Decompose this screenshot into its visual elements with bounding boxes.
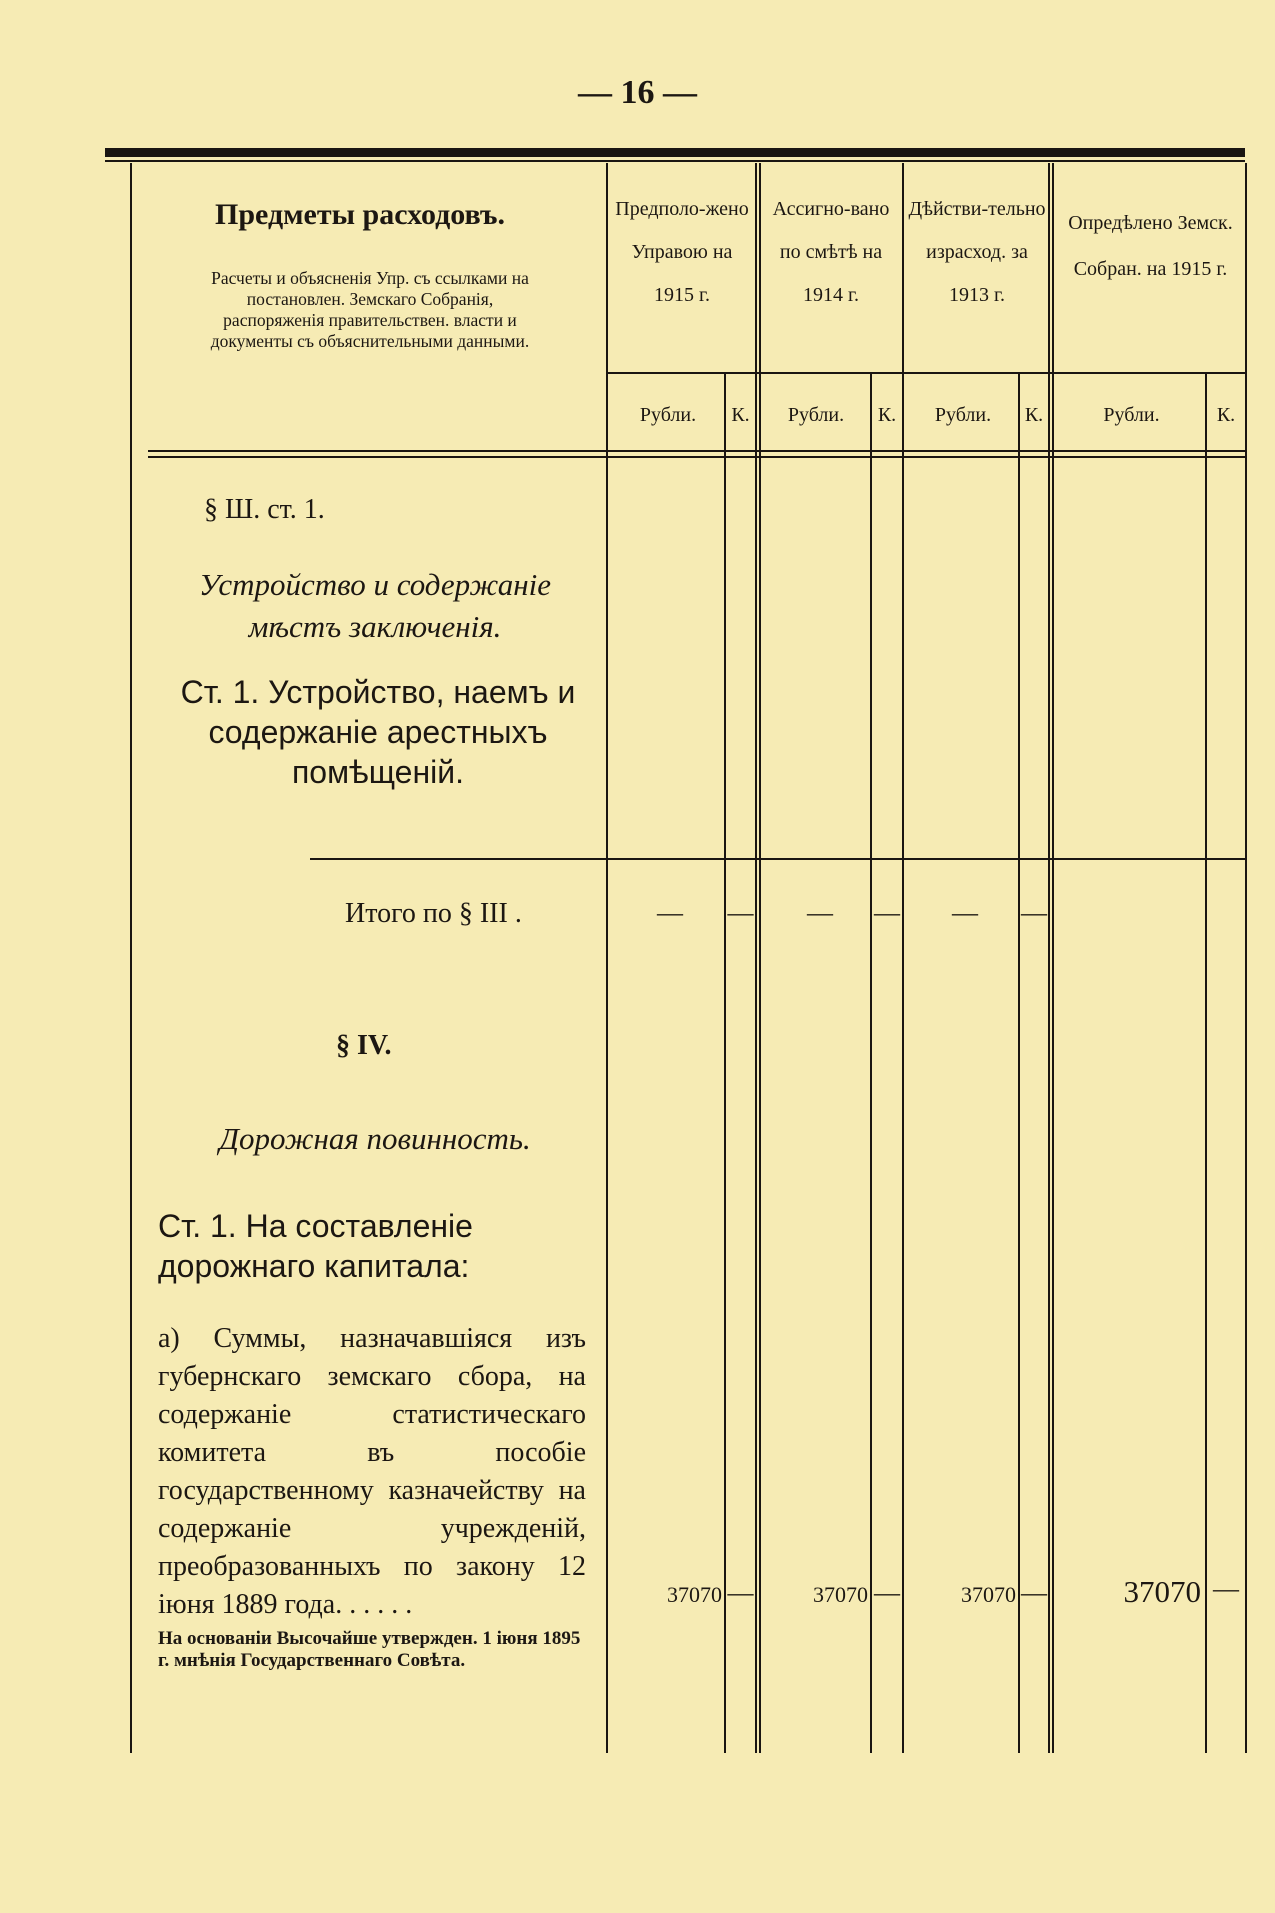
column-divider [902,163,904,1753]
section3-subtitle: Устройство и содержаніе мѣстъ заключенія. [198,567,552,644]
total-dash: — [727,898,754,927]
page-number: — 16 — [578,74,697,111]
header-description: Расчеты и объясненія Упр. съ ссылками на постановлен. Земскаго Собранія, распоряженія правительствен. власти и документы съ объяснительными данными. [210,268,530,351]
section4-note: На основаніи Высочайше утвержден. 1 іюня 1895 г. мнѣнія Государственнаго Совѣта. [158,1628,581,1671]
section3-total-label: Итого по § III . [345,898,522,929]
top-rule [105,148,1245,157]
unit-kop: К. [1216,404,1236,426]
top-rule-thin [105,160,1245,162]
column-header-planned: Предполо-жено Управою на 1915 г. [615,198,749,306]
column-header-determined: Опредѣлено Земск. Собран. на 1915 г. [1068,212,1233,280]
unit-kop: К. [877,404,897,426]
kop-divider [870,372,872,1753]
total-dash: — [657,898,683,927]
unit-rub: Рубли. [639,404,697,426]
unit-kop: К. [731,404,750,426]
kop-divider [724,372,726,1753]
column-divider [759,163,761,1753]
value-determined-rub: 37070 [1123,1574,1201,1609]
kop-divider [1205,372,1207,1753]
column-divider [1052,163,1054,1753]
section3-title: § Ш. ст. 1. [204,494,325,525]
value-determined-kop: — [1213,1574,1239,1603]
section4-subtitle: Дорожная повинность. [219,1121,531,1156]
section4-item-a: а) Суммы, назначавшіяся изъ губернскаго земскаго сбора, на содержаніе статистическаго комитета въ пособіе государственному казначейству на содержаніе учрежденій, преобразованныхъ по закону 12 іюня 1889 года. . . . . . [158,1323,586,1620]
unit-rub: Рубли. [934,404,992,426]
value-assigned-rub: 37070 [813,1582,868,1607]
total-dash: — [952,898,978,927]
units-row-line [606,372,1245,374]
column-header-spent: Дѣйстви-тельно израсход. за 1913 г. [908,198,1046,306]
unit-rub: Рубли. [787,404,845,426]
value-planned-kop: — [727,1578,754,1607]
value-planned-rub: 37070 [667,1582,722,1607]
column-header-assigned: Ассигно-вано по смѣтѣ на 1914 г. [772,198,890,306]
header-bottom-line [148,450,1245,452]
value-spent-rub: 37070 [961,1582,1016,1607]
table-left-border [130,163,132,1753]
section4-article: Ст. 1. На составленіе дорожнаго капитала: [158,1208,473,1284]
column-divider [606,163,608,1753]
header-title: Предметы расходовъ. [215,198,505,231]
section3-total-line [310,858,1245,860]
unit-rub: Рубли. [1103,404,1160,426]
column-divider [1048,163,1050,1753]
total-dash: — [874,898,900,927]
kop-divider [1018,372,1020,1753]
unit-kop: К. [1024,404,1044,426]
table-right-border [1245,163,1247,1753]
value-spent-kop: — [1021,1578,1047,1607]
section4-title: § IV. [336,1030,392,1061]
section3-article: Ст. 1. Устройство, наемъ и содержаніе арестныхъ помѣщеній. [180,674,576,790]
total-dash: — [1021,898,1047,927]
header-bottom-line-2 [148,456,1245,458]
total-dash: — [807,898,833,927]
value-assigned-kop: — [874,1578,900,1607]
column-divider [755,163,757,1753]
